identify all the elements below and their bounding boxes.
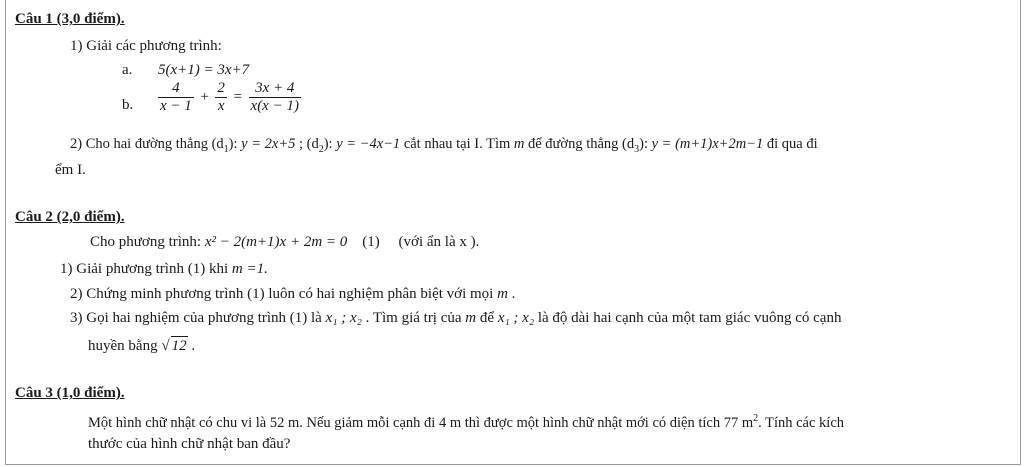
q3-line-2: thước của hình chữ nhật ban đầu? xyxy=(88,436,291,452)
q1-item-a-equation: 5(x+1) = 3x+7 xyxy=(158,62,250,78)
fraction-2: $\frac{2}{x}$ xyxy=(217,80,225,114)
q2-part3: 3) Gọi hai nghiệm của phương trình (1) là x₁ ; x₂ . Tìm giá trị của m để x₁ ; x₂ là độ dài hai cạnh của một tam giác vuông có cạnh xyxy=(70,310,842,326)
fraction-3: $\frac{3x + 4}{x(x - 1)}$ xyxy=(250,80,299,114)
question-3-title: Câu 3 (1,0 điểm). xyxy=(15,385,125,401)
sqrt-symbol: √ 12 xyxy=(161,338,187,354)
q2-intro: Cho phương trình: x² − 2(m+1)x + 2m = 0 (1) (với ẩn là x ). xyxy=(90,234,480,250)
question-1-title: Câu 1 (3,0 điểm). xyxy=(15,11,125,27)
q1-part2-text: 2) Cho hai đường thẳng $(d_1)$: y = 2x+5 ; $(d_2)$: y = −4x−1 cắt nhau tại I. Tìm m để đường thẳng $(d_3)$: y = (m+1)x+2m−1 đi qua đi xyxy=(70,136,818,155)
question-2-title: Câu 2 (2,0 điểm). xyxy=(15,209,125,225)
q1-item-a-label: a. xyxy=(122,62,133,78)
q2-part2: 2) Chứng minh phương trình (1) luôn có hai nghiệm phân biệt với mọi m . xyxy=(70,286,516,302)
q1-item-b-equation: $\frac{4}{x - 1}$ + $\frac{2}{x}$ = $\frac{3x + 4}{x(x - 1)}$ xyxy=(160,80,299,114)
q2-part1: 1) Giải phương trình (1) khi m =1. xyxy=(60,261,268,277)
fraction-1: $\frac{4}{x - 1}$ xyxy=(160,80,192,114)
q2-part3-continuation: huyền bằng √ 12 . xyxy=(88,338,196,354)
q1-part1-label: 1) Giải các phương trình: xyxy=(70,38,222,54)
q3-line-1: Một hình chữ nhật có chu vi là 52 m. Nếu giảm mỗi cạnh đi 4 m thì được một hình chữ nhật mới có diện tích 77 $m^2$. Tính các kích xyxy=(88,413,845,431)
q1-part2-continuation: ểm I. xyxy=(55,162,86,178)
q1-item-b-label: b. xyxy=(122,97,134,113)
